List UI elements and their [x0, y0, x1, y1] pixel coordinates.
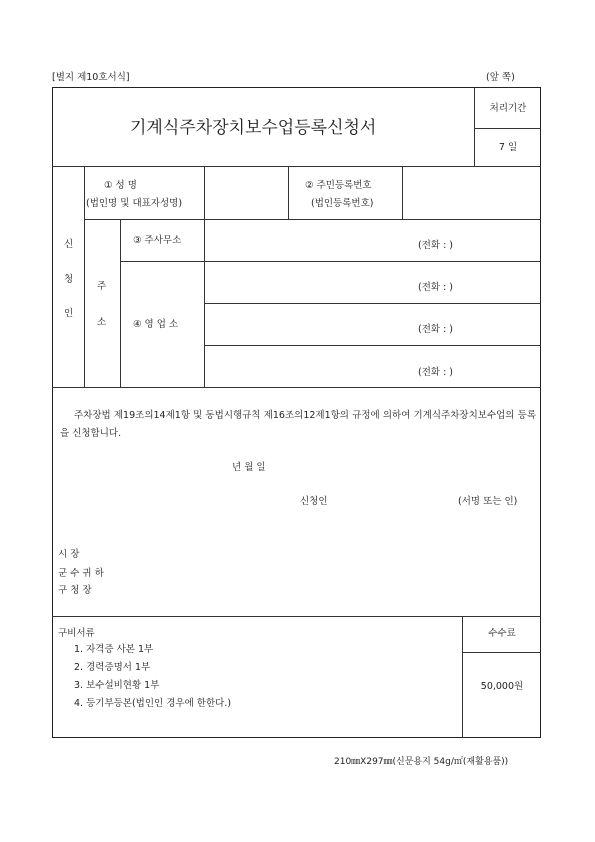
- document-item-1: 1. 자격증 사본 1부: [74, 644, 154, 655]
- business-office-phone-2: (전화 : ): [418, 324, 454, 335]
- applicant-label-3: 인: [64, 308, 74, 319]
- fee-label: 수수료: [488, 628, 516, 639]
- form-title: 기계식주차장치보수업등록신청서: [130, 118, 377, 138]
- business-office-field-1[interactable]: [205, 262, 415, 303]
- form-number: [별지 제10호서식]: [52, 72, 130, 83]
- recipient-county: 군 수 귀 하: [58, 568, 104, 579]
- business-office-phone-3: (전화 : ): [418, 367, 454, 378]
- reg-number-sub-label: (법인등록번호): [311, 198, 374, 209]
- main-office-phone: (전화 : ): [418, 240, 454, 251]
- business-office-field-3[interactable]: [205, 346, 415, 387]
- document-item-3: 3. 보수설비현황 1부: [74, 680, 160, 691]
- processing-label: 처리기간: [489, 103, 527, 114]
- signature-hint: (서명 또는 인): [458, 496, 518, 507]
- address-label-1: 주: [97, 281, 107, 292]
- main-office-field[interactable]: [205, 220, 415, 261]
- main-office-label: ③ 주사무소: [133, 235, 182, 246]
- documents-title: 구비서류: [58, 628, 95, 639]
- name-field[interactable]: [205, 167, 288, 219]
- name-sub-label: (법인명 및 대표자성명): [86, 198, 183, 209]
- applicant-label-2: 청: [64, 274, 74, 285]
- date-line: 년 월 일: [232, 462, 266, 473]
- applicant-label-1: 신: [64, 239, 74, 250]
- paper-spec: 210㎜X297㎜(신문용지 54g/㎡(재활용품)): [334, 757, 509, 767]
- applicant-sign-label: 신청인: [300, 496, 328, 507]
- business-office-field-2[interactable]: [205, 304, 415, 345]
- business-office-label: ④ 영 업 소: [133, 319, 179, 330]
- front-side-label: (앞 쪽): [486, 72, 515, 83]
- recipient-mayor: 시 장: [58, 549, 80, 560]
- document-item-4: 4. 등기부등본(법인인 경우에 한한다.): [74, 698, 232, 709]
- reg-number-field[interactable]: [403, 167, 541, 219]
- statement-body: 주차장법 제19조의14제1항 및 동법시행규칙 제16조의12제1항의 규정에 의하여 기계식주차장치보수업의 등록을 신청합니다.: [60, 410, 536, 439]
- business-office-phone-1: (전화 : ): [418, 282, 454, 293]
- address-label-2: 소: [97, 317, 107, 328]
- name-label: ① 성 명: [104, 180, 137, 191]
- processing-value: 7 일: [498, 142, 518, 153]
- document-item-2: 2. 경력증명서 1부: [74, 662, 151, 673]
- recipient-district: 구 청 장: [58, 585, 92, 596]
- fee-value: 50,000원: [480, 681, 524, 692]
- reg-number-label: ② 주민등록번호: [305, 180, 372, 191]
